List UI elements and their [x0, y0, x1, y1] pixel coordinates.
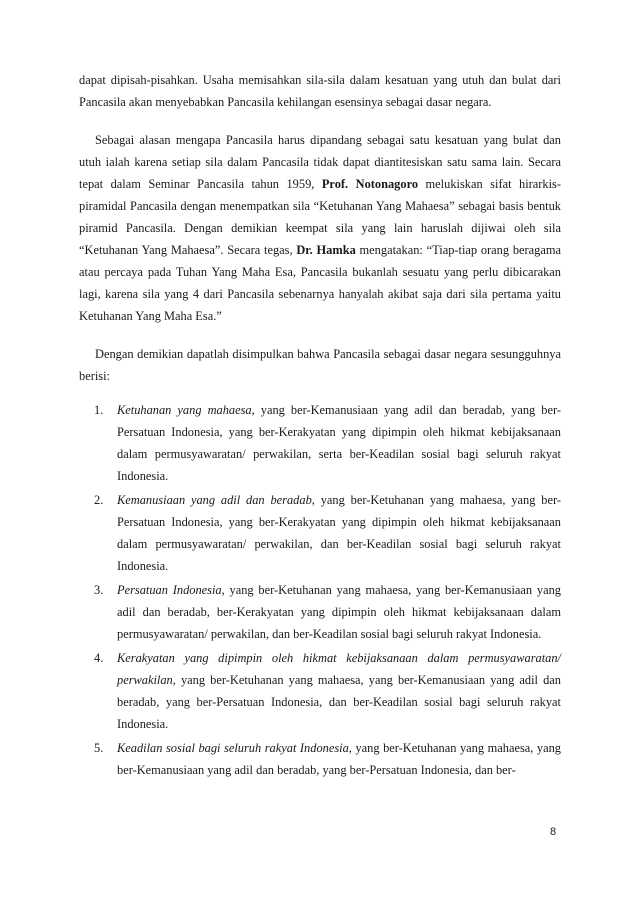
list-item	[79, 399, 561, 487]
list-item-text: , yang ber-Ketuhanan yang mahaesa, yang ber-Persatuan Indonesia, yang ber-Kerakyatan yang dipimpin oleh hikmat kebijaksanaan dalam permusyawaratan/ perwakilan, dan ber-Keadilan sosial bagi seluruh rakyat Indonesia.	[117, 493, 561, 573]
list-item-text: , yang ber-Ketuhanan yang mahaesa, yang ber-Kemanusiaan yang adil dan beradab, yang ber-Persatuan Indonesia, dan ber-	[117, 741, 561, 777]
paragraph-notonagoro	[79, 129, 561, 327]
list-item-text: , yang ber-Ketuhanan yang mahaesa, yang ber-Kemanusiaan yang adil dan beradab, yang ber-Persatuan Indonesia, dan ber-Keadilan sosial bagi seluruh rakyat Indonesia.	[117, 673, 561, 731]
list-item	[79, 647, 561, 735]
list-item-title: Kerakyatan yang dipimpin oleh hikmat kebijaksanaan dalam permusyawaratan/ perwakilan	[117, 651, 561, 687]
list-item-text: , yang ber-Ketuhanan yang mahaesa, yang ber-Kemanusiaan yang adil dan beradab, ber-Kerakyatan yang dipimpin oleh hikmat kebijaksanaan dalam permusyawaratan/ perwakilan, dan ber-Keadilan sosial bagi seluruh rakyat Indonesia.	[117, 583, 561, 641]
pancasila-list	[79, 399, 561, 781]
name-hamka: Dr. Hamka	[296, 243, 356, 257]
page-body	[79, 69, 561, 783]
list-number: 1.	[94, 403, 104, 417]
paragraph-text: Sebagai alasan mengapa Pancasila harus dipandang sebagai satu kesatuan yang bulat dan utuh ialah karena setiap sila dalam Pancasila tidak dapat diantitesiskan satu sama lain. Secara tepat dalam Seminar Pancasila tahun 1959,	[79, 133, 561, 191]
list-item-text: , yang ber-Kemanusiaan yang adil dan beradab, yang ber-Persatuan Indonesia, yang ber-Kerakyatan yang dipimpin oleh hikmat kebijaksanaan dalam permusyawaratan/ perwakilan, serta ber-Keadilan sosial bagi seluruh rakyat Indonesia.	[117, 403, 561, 483]
list-item	[79, 579, 561, 645]
list-number: 2.	[94, 493, 104, 507]
list-item	[79, 489, 561, 577]
list-item-title: Kemanusiaan yang adil dan beradab	[117, 493, 312, 507]
paragraph-continuation: dapat dipisah-pisahkan. Usaha memisahkan sila-sila dalam kesatuan yang utuh dan bulat dari Pancasila akan menyebabkan Pancasila kehilangan esensinya sebagai dasar negara.	[79, 73, 561, 109]
paragraph-text: mengatakan: “Tiap-tiap orang beragama atau percaya pada Tuhan Yang Maha Esa, Pancasila bukanlah sesuatu yang perlu dibicarakan lagi, karena sila yang 4 dari Pancasila sebenarnya hanyalah akibat saja dari sila pertama yaitu Ketuhanan Yang Maha Esa.”	[79, 243, 561, 323]
list-item-title: Keadilan sosial bagi seluruh rakyat Indonesia	[117, 741, 349, 755]
list-item-title: Ketuhanan yang mahaesa	[117, 403, 252, 417]
list-number: 4.	[94, 651, 104, 665]
list-number: 3.	[94, 583, 104, 597]
list-number: 5.	[94, 741, 104, 755]
list-item	[79, 737, 561, 781]
name-notonagoro: Prof. Notonagoro	[321, 177, 419, 191]
paragraph-conclusion: Dengan demikian dapatlah disimpulkan bahwa Pancasila sebagai dasar negara sesungguhnya berisi:	[79, 347, 561, 383]
list-item-title: Persatuan Indonesia	[117, 583, 222, 597]
paragraph-text: melukiskan sifat hirarkis-piramidal Pancasila dengan menempatkan sila “Ketuhanan Yang Mahaesa” sebagai basis bentuk piramid Pancasila. Dengan demikian keempat sila yang lain haruslah dijiwai oleh sila “Ketuhanan Yang Mahaesa”. Secara tegas,	[79, 177, 561, 257]
page-number: 8	[550, 826, 557, 838]
